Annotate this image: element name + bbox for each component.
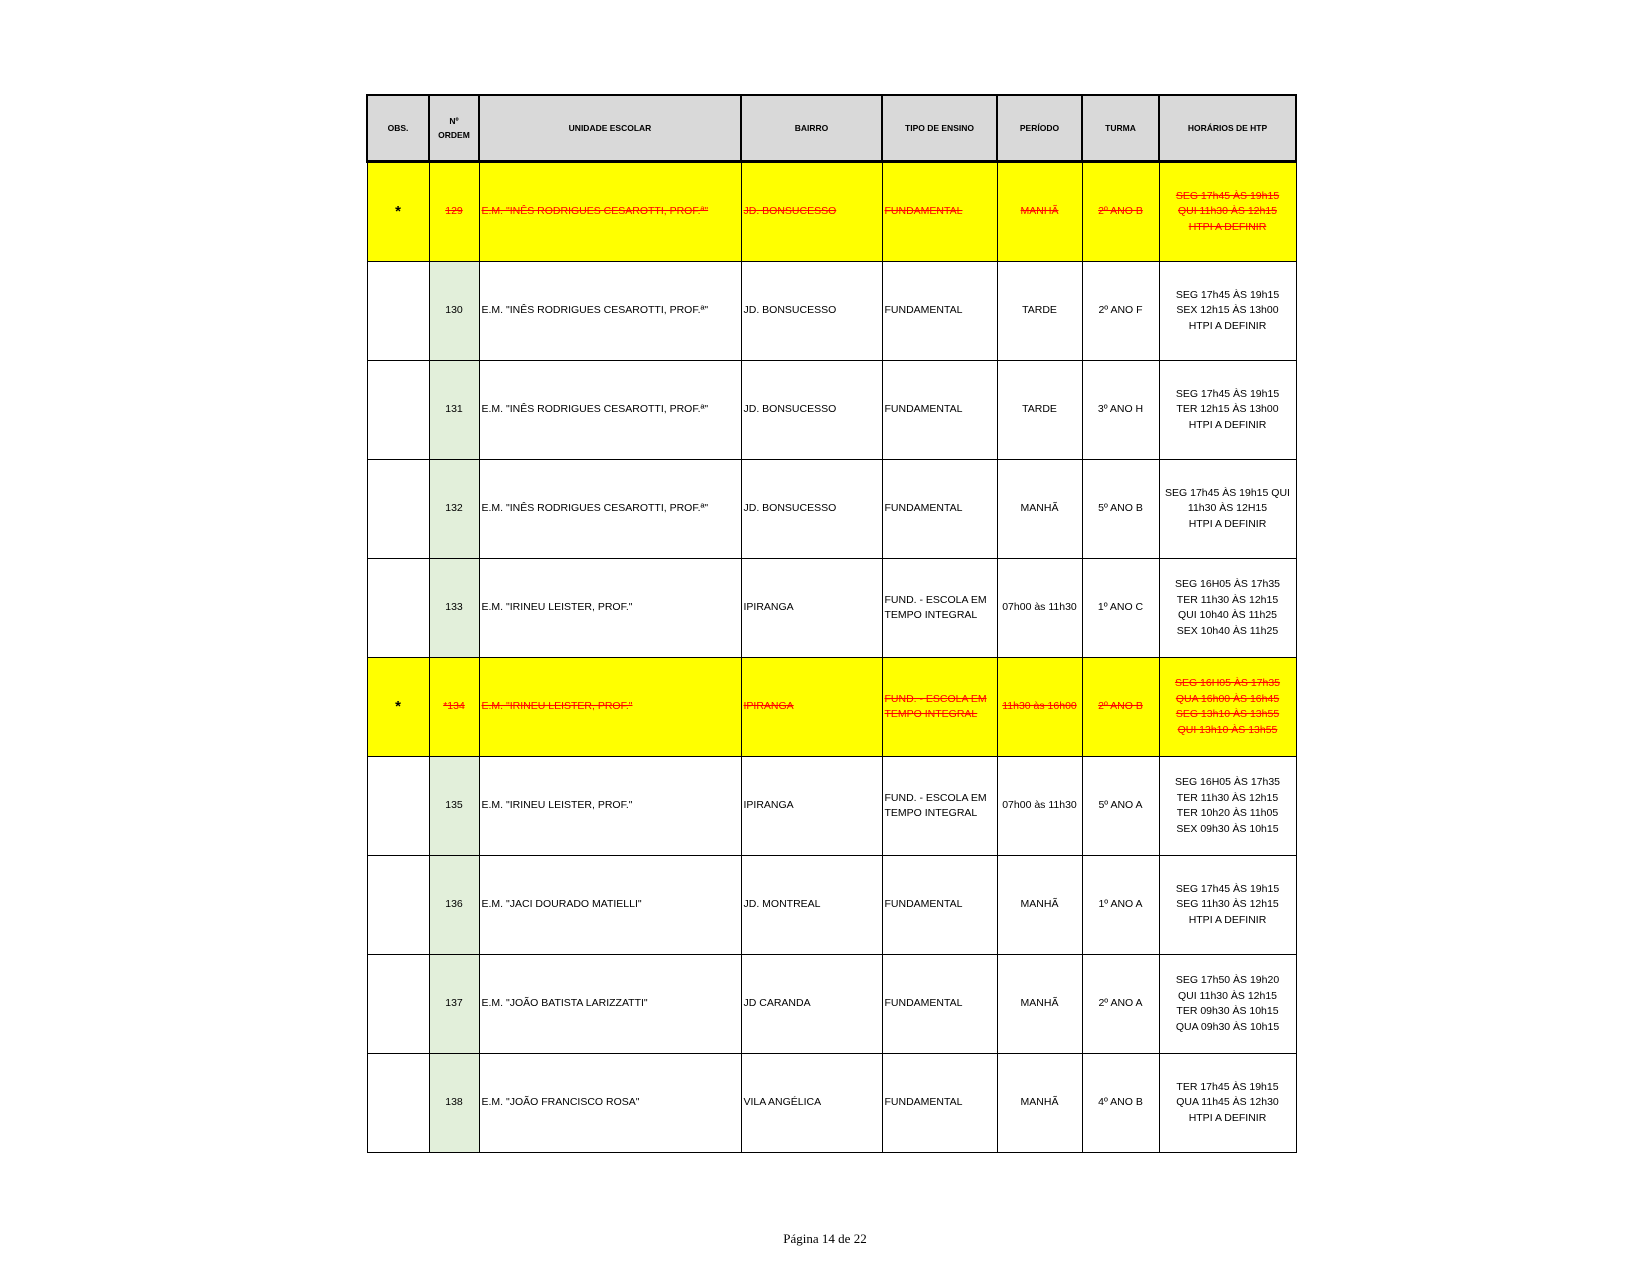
header-ordem: Nº ORDEM: [429, 95, 479, 162]
table-row: [367, 262, 1296, 361]
table-row: [367, 856, 1296, 955]
cell-horarios-htp: SEG 17h45 ÀS 19h15 QUI 11h30 ÀS 12H15 HTPI A DEFINIR: [1159, 460, 1296, 559]
cell-periodo: MANHÃ: [997, 460, 1082, 559]
cell-obs: *: [367, 658, 429, 757]
cell-obs: [367, 1054, 429, 1153]
header-tipo-ensino: TIPO DE ENSINO: [882, 95, 997, 162]
cell-bairro: JD. BONSUCESSO: [741, 262, 882, 361]
cell-bairro: JD CARANDA: [741, 955, 882, 1054]
cell-ordem: 136: [429, 856, 479, 955]
cell-horarios-htp: TER 17h45 ÀS 19h15 QUA 11h45 ÀS 12h30 HTPI A DEFINIR: [1159, 1054, 1296, 1153]
cell-periodo: 11h30 às 16h00: [997, 658, 1082, 757]
cell-bairro: JD. BONSUCESSO: [741, 361, 882, 460]
table-row: [367, 658, 1296, 757]
cell-periodo: TARDE: [997, 361, 1082, 460]
cell-tipo-ensino: FUND. - ESCOLA EM TEMPO INTEGRAL: [882, 757, 997, 856]
cell-bairro: JD. MONTREAL: [741, 856, 882, 955]
cell-turma: 4º ANO B: [1082, 1054, 1159, 1153]
cell-ordem: 130: [429, 262, 479, 361]
cell-horarios-htp: SEG 17h45 ÀS 19h15 QUI 11h30 ÀS 12h15 HTPI A DEFINIR: [1159, 162, 1296, 262]
cell-periodo: MANHÃ: [997, 1054, 1082, 1153]
cell-unidade-escolar: E.M. "IRINEU LEISTER, PROF.": [479, 559, 741, 658]
cell-horarios-htp: SEG 17h50 ÀS 19h20 QUI 11h30 ÀS 12h15 TER 09h30 ÀS 10h15 QUA 09h30 ÀS 10h15: [1159, 955, 1296, 1054]
cell-unidade-escolar: E.M. "INÊS RODRIGUES CESAROTTI, PROF.ª": [479, 460, 741, 559]
header-bairro: BAIRRO: [741, 95, 882, 162]
cell-bairro: JD. BONSUCESSO: [741, 162, 882, 262]
cell-ordem: *134: [429, 658, 479, 757]
table-row: [367, 1054, 1296, 1153]
cell-turma: 5º ANO A: [1082, 757, 1159, 856]
cell-bairro: IPIRANGA: [741, 757, 882, 856]
cell-bairro: VILA ANGÉLICA: [741, 1054, 882, 1153]
htp-schedule-table: [366, 94, 1297, 1153]
cell-turma: 2º ANO B: [1082, 658, 1159, 757]
cell-horarios-htp: SEG 17h45 ÀS 19h15 TER 12h15 ÀS 13h00 HTPI A DEFINIR: [1159, 361, 1296, 460]
header-unidade-escolar: UNIDADE ESCOLAR: [479, 95, 741, 162]
cell-ordem: 133: [429, 559, 479, 658]
cell-periodo: 07h00 às 11h30: [997, 559, 1082, 658]
cell-horarios-htp: SEG 17h45 ÀS 19h15 SEX 12h15 ÀS 13h00 HTPI A DEFINIR: [1159, 262, 1296, 361]
cell-turma: 2º ANO F: [1082, 262, 1159, 361]
cell-ordem: 135: [429, 757, 479, 856]
table-row: [367, 162, 1296, 262]
cell-unidade-escolar: E.M. "INÊS RODRIGUES CESAROTTI, PROF.ª": [479, 361, 741, 460]
cell-turma: 1º ANO C: [1082, 559, 1159, 658]
cell-obs: [367, 757, 429, 856]
header-obs: OBS.: [367, 95, 429, 162]
cell-horarios-htp: SEG 16H05 ÀS 17h35 TER 11h30 ÀS 12h15 TER 10h20 ÀS 11h05 SEX 09h30 ÀS 10h15: [1159, 757, 1296, 856]
cell-periodo: TARDE: [997, 262, 1082, 361]
cell-obs: [367, 262, 429, 361]
cell-unidade-escolar: E.M. "JACI DOURADO MATIELLI": [479, 856, 741, 955]
cell-obs: [367, 559, 429, 658]
cell-unidade-escolar: E.M. "INÊS RODRIGUES CESAROTTI, PROF.ª": [479, 162, 741, 262]
cell-tipo-ensino: FUNDAMENTAL: [882, 955, 997, 1054]
cell-obs: [367, 955, 429, 1054]
header-turma: TURMA: [1082, 95, 1159, 162]
cell-tipo-ensino: FUNDAMENTAL: [882, 460, 997, 559]
cell-unidade-escolar: E.M. "JOÃO FRANCISCO ROSA": [479, 1054, 741, 1153]
cell-periodo: 07h00 às 11h30: [997, 757, 1082, 856]
cell-horarios-htp: SEG 16H05 ÀS 17h35 TER 11h30 ÀS 12h15 QUI 10h40 ÀS 11h25 SEX 10h40 ÀS 11h25: [1159, 559, 1296, 658]
cell-turma: 3º ANO H: [1082, 361, 1159, 460]
cell-turma: 2º ANO B: [1082, 162, 1159, 262]
cell-ordem: 129: [429, 162, 479, 262]
cell-tipo-ensino: FUNDAMENTAL: [882, 162, 997, 262]
cell-ordem: 132: [429, 460, 479, 559]
cell-turma: 5º ANO B: [1082, 460, 1159, 559]
header-horarios-htp: HORÁRIOS DE HTP: [1159, 95, 1296, 162]
cell-obs: *: [367, 162, 429, 262]
cell-unidade-escolar: E.M. "IRINEU LEISTER, PROF.": [479, 757, 741, 856]
page-footer: Página 14 de 22: [783, 1231, 867, 1246]
cell-tipo-ensino: FUND. - ESCOLA EM TEMPO INTEGRAL: [882, 658, 997, 757]
table-row: [367, 559, 1296, 658]
cell-tipo-ensino: FUNDAMENTAL: [882, 856, 997, 955]
cell-bairro: IPIRANGA: [741, 559, 882, 658]
cell-turma: 1º ANO A: [1082, 856, 1159, 955]
cell-tipo-ensino: FUNDAMENTAL: [882, 262, 997, 361]
cell-ordem: 131: [429, 361, 479, 460]
cell-tipo-ensino: FUND. - ESCOLA EM TEMPO INTEGRAL: [882, 559, 997, 658]
cell-periodo: MANHÃ: [997, 955, 1082, 1054]
cell-ordem: 138: [429, 1054, 479, 1153]
cell-tipo-ensino: FUNDAMENTAL: [882, 361, 997, 460]
cell-ordem: 137: [429, 955, 479, 1054]
cell-obs: [367, 856, 429, 955]
cell-obs: [367, 460, 429, 559]
header-periodo: PERÍODO: [997, 95, 1082, 162]
cell-periodo: MANHÃ: [997, 856, 1082, 955]
cell-unidade-escolar: E.M. "INÊS RODRIGUES CESAROTTI, PROF.ª": [479, 262, 741, 361]
cell-obs: [367, 361, 429, 460]
cell-horarios-htp: SEG 17h45 ÀS 19h15 SEG 11h30 ÀS 12h15 HTPI A DEFINIR: [1159, 856, 1296, 955]
table-header-row: [367, 95, 1296, 162]
table-row: [367, 460, 1296, 559]
cell-unidade-escolar: E.M. "IRINEU LEISTER, PROF.": [479, 658, 741, 757]
table-row: [367, 955, 1296, 1054]
cell-periodo: MANHÃ: [997, 162, 1082, 262]
cell-bairro: IPIRANGA: [741, 658, 882, 757]
cell-bairro: JD. BONSUCESSO: [741, 460, 882, 559]
table-row: [367, 361, 1296, 460]
table-row: [367, 757, 1296, 856]
cell-turma: 2º ANO A: [1082, 955, 1159, 1054]
cell-unidade-escolar: E.M. "JOÃO BATISTA LARIZZATTI": [479, 955, 741, 1054]
cell-horarios-htp: SEG 16H05 ÀS 17h35 QUA 16h00 ÀS 16h45 SEG 13h10 ÀS 13h55 QUI 13h10 ÀS 13h55: [1159, 658, 1296, 757]
cell-tipo-ensino: FUNDAMENTAL: [882, 1054, 997, 1153]
